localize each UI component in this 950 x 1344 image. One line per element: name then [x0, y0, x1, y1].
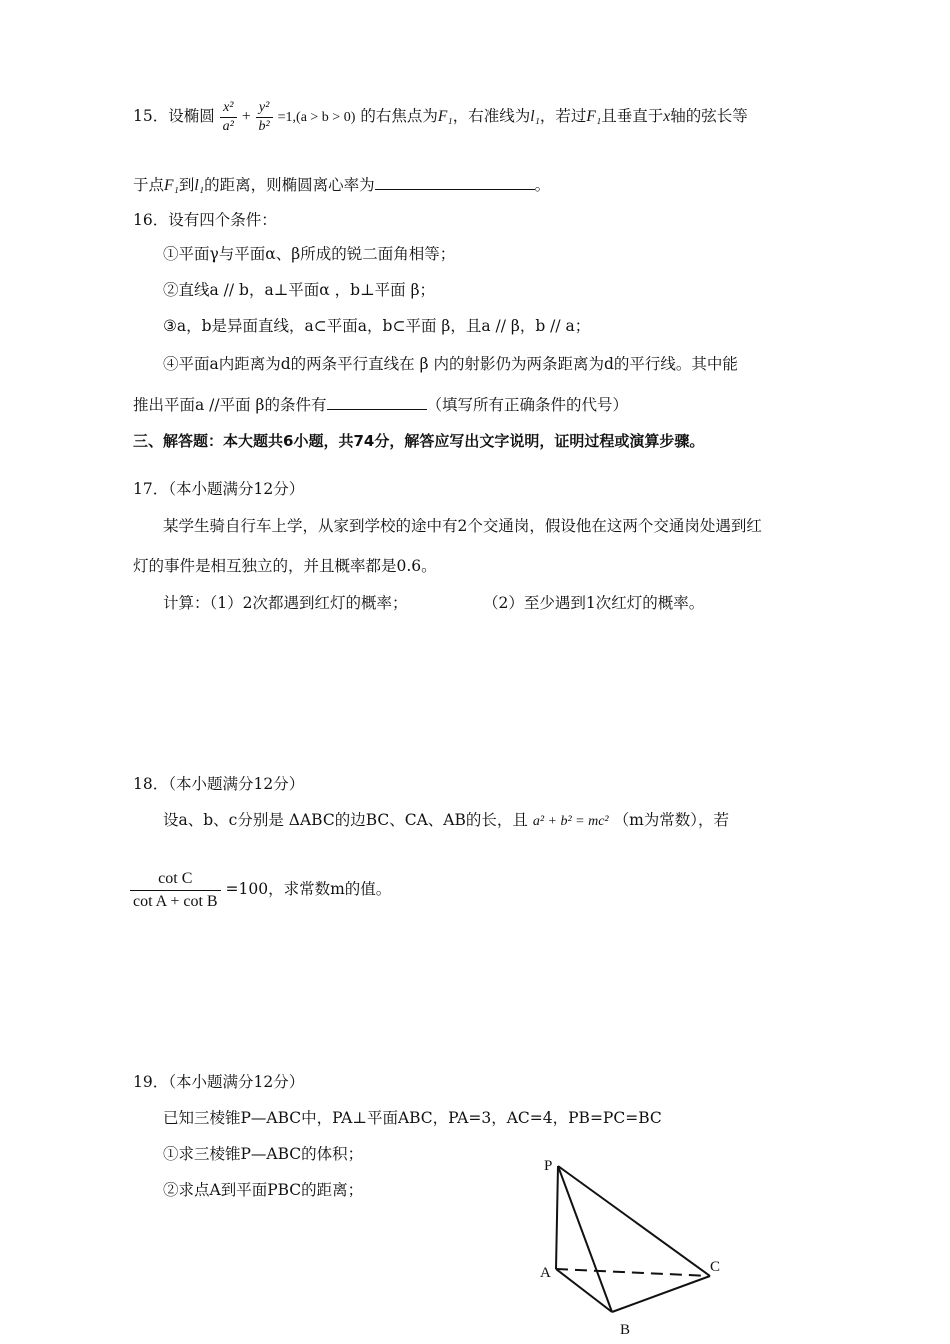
- q15-number: 15．设椭圆: [133, 107, 215, 125]
- q15-line2-l1: l₁: [194, 177, 205, 194]
- tetrahedron-figure: [530, 1150, 730, 1340]
- q16-conclusion-b: （填写所有正确条件的代号）: [426, 396, 629, 414]
- vertex-label-b: B: [620, 1322, 631, 1338]
- q15-f1: F₁: [437, 108, 453, 125]
- q15-answer-blank[interactable]: [375, 173, 535, 190]
- q18-frac-num: cot C: [158, 869, 193, 887]
- q18-para-1-a: 设a、b、c分别是 ΔABC的边BC、CA、AB的长，且: [163, 811, 528, 829]
- q18-para-2-text: =100，求常数m的值。: [225, 880, 392, 898]
- section-3-heading: 三、解答题：本大题共6小题，共74分，解答应写出文字说明，证明过程或演算步骤。: [133, 432, 705, 450]
- q15-line1: [133, 94, 748, 138]
- q15-line2-b: 到: [178, 176, 195, 194]
- q16-title: 16．设有四个条件：: [133, 211, 277, 229]
- q15-x: x: [663, 108, 671, 125]
- q18-para-1: [163, 809, 729, 833]
- q15-line2-a: 于点: [133, 176, 165, 194]
- q18-frac-den: cot A + cot B: [130, 890, 221, 913]
- q15-text-b: ，右准线为: [452, 107, 531, 125]
- q15-fraction-x: [220, 99, 237, 136]
- q15-frac1-num: x²: [223, 99, 234, 115]
- q16-condition-4: ④平面a内距离为d的两条平行直线在 β 内的射影仍为两条距离为d的平行线。其中能: [163, 355, 738, 373]
- q15-frac2-num: y²: [258, 99, 270, 115]
- q16-condition-1: ①平面γ与平面α、β所成的锐二面角相等；: [163, 245, 456, 263]
- q15-text-d: 且垂直于: [601, 107, 664, 125]
- q15-text-c: ，若过: [539, 107, 587, 125]
- q15-line2-f1: F₁: [164, 177, 179, 194]
- vertex-label-p: P: [544, 1158, 553, 1174]
- edge-pc: [558, 1166, 710, 1276]
- q16-condition-2: ②直线a // b，a⊥平面α ，b⊥平面 β；: [163, 281, 436, 299]
- q15-line2: [133, 173, 550, 197]
- vertex-label-c: C: [710, 1259, 721, 1275]
- q18-head: 18．（本小题满分12分）: [133, 775, 305, 793]
- q15-line2-end: 。: [534, 176, 551, 194]
- edge-ac-dashed: [556, 1269, 710, 1276]
- q15-condition: =1,(a > b > 0): [277, 110, 356, 125]
- q15-frac2-den: b²: [256, 117, 273, 136]
- q15-text-e: 轴的弦长等: [670, 107, 748, 125]
- vertex-label-a: A: [540, 1265, 551, 1281]
- q17-para-2: 灯的事件是相互独立的，并且概率都是0.6。: [133, 557, 437, 575]
- q15-line2-c: 的距离，则椭圆离心率为: [204, 176, 375, 194]
- q17-head: 17．（本小题满分12分）: [133, 480, 305, 498]
- q18-para-1-b: （m为常数），若: [613, 811, 730, 829]
- q15-text-a: 的右焦点为: [360, 107, 438, 125]
- q18-para-2: [130, 864, 391, 914]
- q19-head: 19．（本小题满分12分）: [133, 1073, 305, 1091]
- q16-conclusion-a: 推出平面a //平面 β的条件有: [133, 396, 327, 414]
- q18-cot-fraction: [130, 868, 221, 913]
- q17-part-2: （2）至少遇到1次红灯的概率。: [483, 594, 705, 612]
- q15-l1: l₁: [530, 108, 540, 125]
- q18-equation: a² + b² = mc²: [532, 814, 609, 829]
- q15-plus: +: [241, 108, 251, 125]
- q16-condition-3: ③a，b是异面直线，a⊂平面a，b⊂平面 β，且a // β，b // a；: [163, 317, 591, 335]
- q17-part-1: 计算：（1）2次都遇到红灯的概率；: [163, 594, 408, 612]
- q15-fraction-y: [256, 99, 273, 136]
- q19-part-2: ②求点A到平面PBC的距离；: [163, 1181, 364, 1199]
- q16-conclusion: [133, 393, 628, 416]
- q16-answer-blank[interactable]: [327, 393, 427, 410]
- q17-para-1: 某学生骑自行车上学，从家到学校的途中有2个交通岗，假设他在这两个交通岗处遇到红: [163, 517, 762, 535]
- edge-bc: [612, 1276, 710, 1312]
- q19-para-1: 已知三棱锥P—ABC中，PA⊥平面ABC，PA=3，AC=4，PB=PC=BC: [163, 1109, 662, 1127]
- edge-pa: [556, 1166, 558, 1269]
- q15-f1b: F₁: [586, 108, 602, 125]
- q15-frac1-den: a²: [220, 117, 237, 136]
- q19-part-1: ①求三棱锥P—ABC的体积；: [163, 1145, 364, 1163]
